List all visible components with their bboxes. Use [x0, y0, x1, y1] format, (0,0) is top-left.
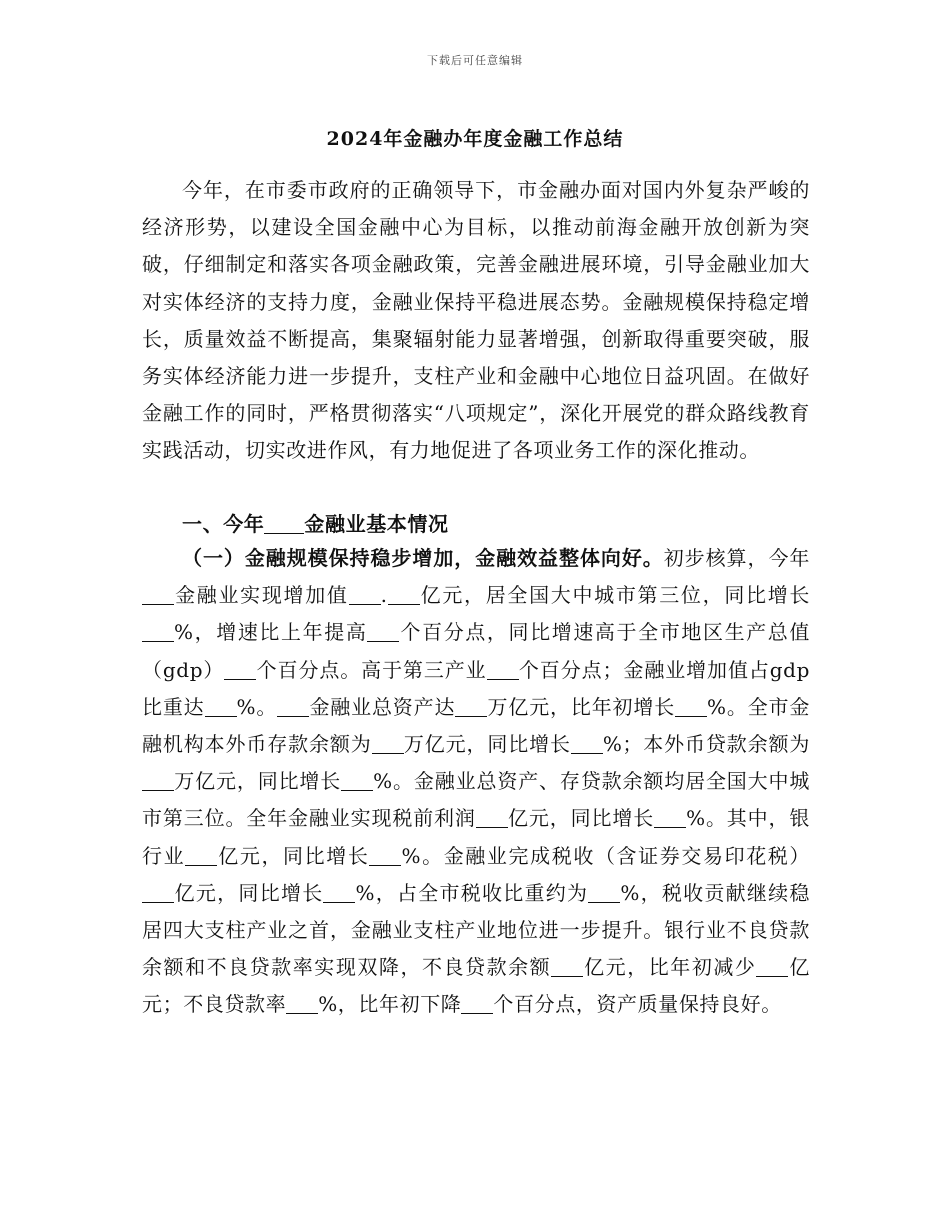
seg-16: 亿元，同比增长 [507, 806, 655, 831]
blank-field [142, 882, 174, 903]
blank-field [349, 584, 381, 605]
seg-13: %；本外币贷款余额为 [602, 732, 810, 757]
seg-15: %。金融业总资产、存贷款余额均居全国大中城市第三位。全年金融业实现税前利润 [142, 769, 810, 831]
seg-19: %。金融业完成税收（含证券交易印花税） [401, 843, 811, 868]
blank-field [461, 993, 493, 1014]
blank-field [654, 807, 686, 828]
blank-field [675, 696, 707, 717]
section-heading-1 [142, 506, 810, 543]
seg-17: %。其中，银行业 [142, 806, 810, 868]
blank-field [264, 513, 304, 534]
seg-22: %，税收贡献继续稳居四大支柱产业之首，金融业支柱产业地位进一步提升。银行业不良贷款余额和不良贷款率实现双降，不良贷款余额 [142, 880, 811, 980]
blank-field [224, 659, 256, 680]
seg-2: . [380, 583, 388, 608]
section-heading-prefix: 一、今年 [182, 512, 265, 536]
seg-24: 亿元；不良贷款率 [142, 955, 810, 1017]
seg-3: 亿元，居全国大中城市第三位，同比增长 [419, 583, 810, 608]
intro-paragraph: 今年，在市委市政府的正确领导下，市金融办面对国内外复杂严峻的经济形势，以建设全国金融中心为目标，以推动前海金融开放创新为突破，仔细制定和落实各项金融政策，完善金融进展环境，引导金融业加大对实体经济的支持力度，金融业保持平稳进展态势。金融规模保持稳定增长，质量效益不断提高，集聚辐射能力显著增强，创新取得重要突破，服务实体经济能力进一步提升，支柱产业和金融中心地位日益巩固。在做好金融工作的同时，严格贯彻落实“八项规定”，深化开展党的群众路线教育实践活动，切实改进作风，有力地促进了各项业务工作的深化推动。 [142, 178, 810, 463]
seg-14: 万亿元，同比增长 [174, 769, 342, 794]
blank-field [551, 956, 583, 977]
blank-field [323, 882, 355, 903]
blank-field [588, 882, 620, 903]
subsection-paragraph-1 [142, 540, 810, 1024]
subsection-lead: （一）金融规模保持稳步增加，金融效益整体向好。 [182, 546, 664, 570]
blank-field [388, 584, 420, 605]
seg-0: 初步核算，今年 [663, 546, 810, 570]
seg-20: 亿元，同比增长 [174, 880, 324, 905]
blank-field [369, 845, 401, 866]
blank-field [142, 770, 174, 791]
blank-field [756, 956, 788, 977]
blank-field [372, 733, 404, 754]
blank-field [185, 845, 217, 866]
seg-8: %。 [236, 694, 278, 719]
seg-10: 万亿元，比年初增长 [487, 694, 676, 719]
seg-25: %，比年初下降 [318, 992, 462, 1017]
seg-9: 金融业总资产达 [309, 694, 456, 719]
seg-1: 金融业实现增加值 [174, 583, 349, 608]
blank-field [455, 696, 487, 717]
blank-field [142, 584, 174, 605]
blank-field [571, 733, 603, 754]
seg-4: %，增速比上年提高 [174, 620, 368, 645]
blank-field [367, 621, 399, 642]
blank-field [205, 696, 237, 717]
seg-21: %，占全市税收比重约为 [355, 880, 589, 905]
document-title: 2024年金融办年度金融工作总结 [326, 128, 624, 150]
section-heading-suffix: 金融业基本情况 [304, 512, 449, 536]
blank-field [286, 993, 318, 1014]
seg-26: 个百分点，资产质量保持良好。 [493, 992, 782, 1017]
blank-field [277, 696, 309, 717]
seg-18: 亿元，同比增长 [217, 843, 370, 868]
header-note: 下载后可任意编辑 [427, 54, 523, 67]
blank-field [487, 659, 519, 680]
seg-23: 亿元，比年初减少 [583, 955, 757, 980]
blank-field [341, 770, 373, 791]
seg-7: 个百分点；金融业增加值占gdp比重达 [142, 657, 810, 719]
blank-field [476, 807, 508, 828]
blank-field [142, 621, 174, 642]
seg-5: 个百分点，同比增速高于全市地区生产总值（gdp） [142, 620, 810, 682]
seg-12: 万亿元，同比增长 [403, 732, 571, 757]
seg-11: %。全市金融机构本外币存款余额为 [142, 694, 810, 757]
seg-6: 个百分点。高于第三产业 [256, 657, 487, 682]
